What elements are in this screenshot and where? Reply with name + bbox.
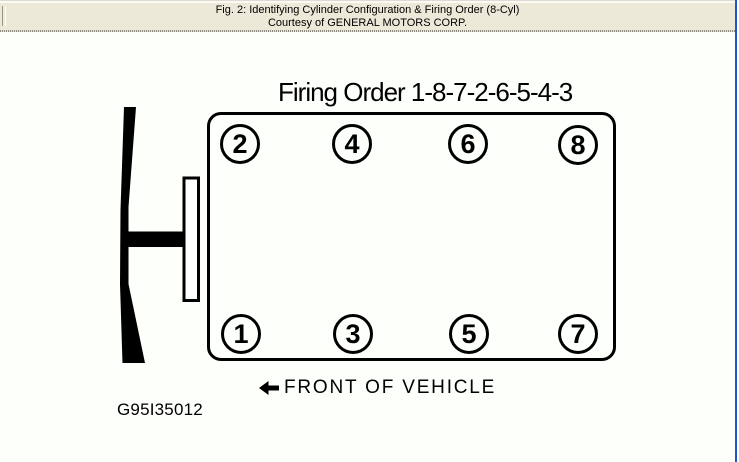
cylinder-7: 7 xyxy=(558,314,598,354)
fan-shaft-shape xyxy=(126,232,186,248)
pulley-shape xyxy=(184,178,199,301)
figure-caption-line1: Fig. 2: Identifying Cylinder Configuration & Firing Order (8-Cyl) xyxy=(215,4,520,16)
cylinder-8: 8 xyxy=(558,125,598,165)
cylinder-3: 3 xyxy=(333,314,373,354)
cylinder-6: 6 xyxy=(448,124,488,164)
figure-caption-line2: Courtesy of GENERAL MOTORS CORP. xyxy=(267,16,468,29)
cylinder-1: 1 xyxy=(221,314,261,354)
figure-id-code: G95I35012 xyxy=(117,400,203,419)
cylinder-4: 4 xyxy=(332,124,372,164)
cylinder-2: 2 xyxy=(220,124,260,164)
cylinder-5: 5 xyxy=(449,314,489,354)
left-arrow-icon xyxy=(259,381,279,395)
figure-caption xyxy=(0,4,735,29)
fan-pulley-icon xyxy=(115,104,205,366)
cylinder-block-outline xyxy=(207,112,616,361)
caption-divider xyxy=(0,30,735,32)
front-of-vehicle-label: FRONT OF VEHICLE xyxy=(284,377,497,398)
firing-order-title: Firing Order 1-8-7-2-6-5-4-3 xyxy=(278,77,573,107)
figure-caption-bar xyxy=(0,3,735,30)
